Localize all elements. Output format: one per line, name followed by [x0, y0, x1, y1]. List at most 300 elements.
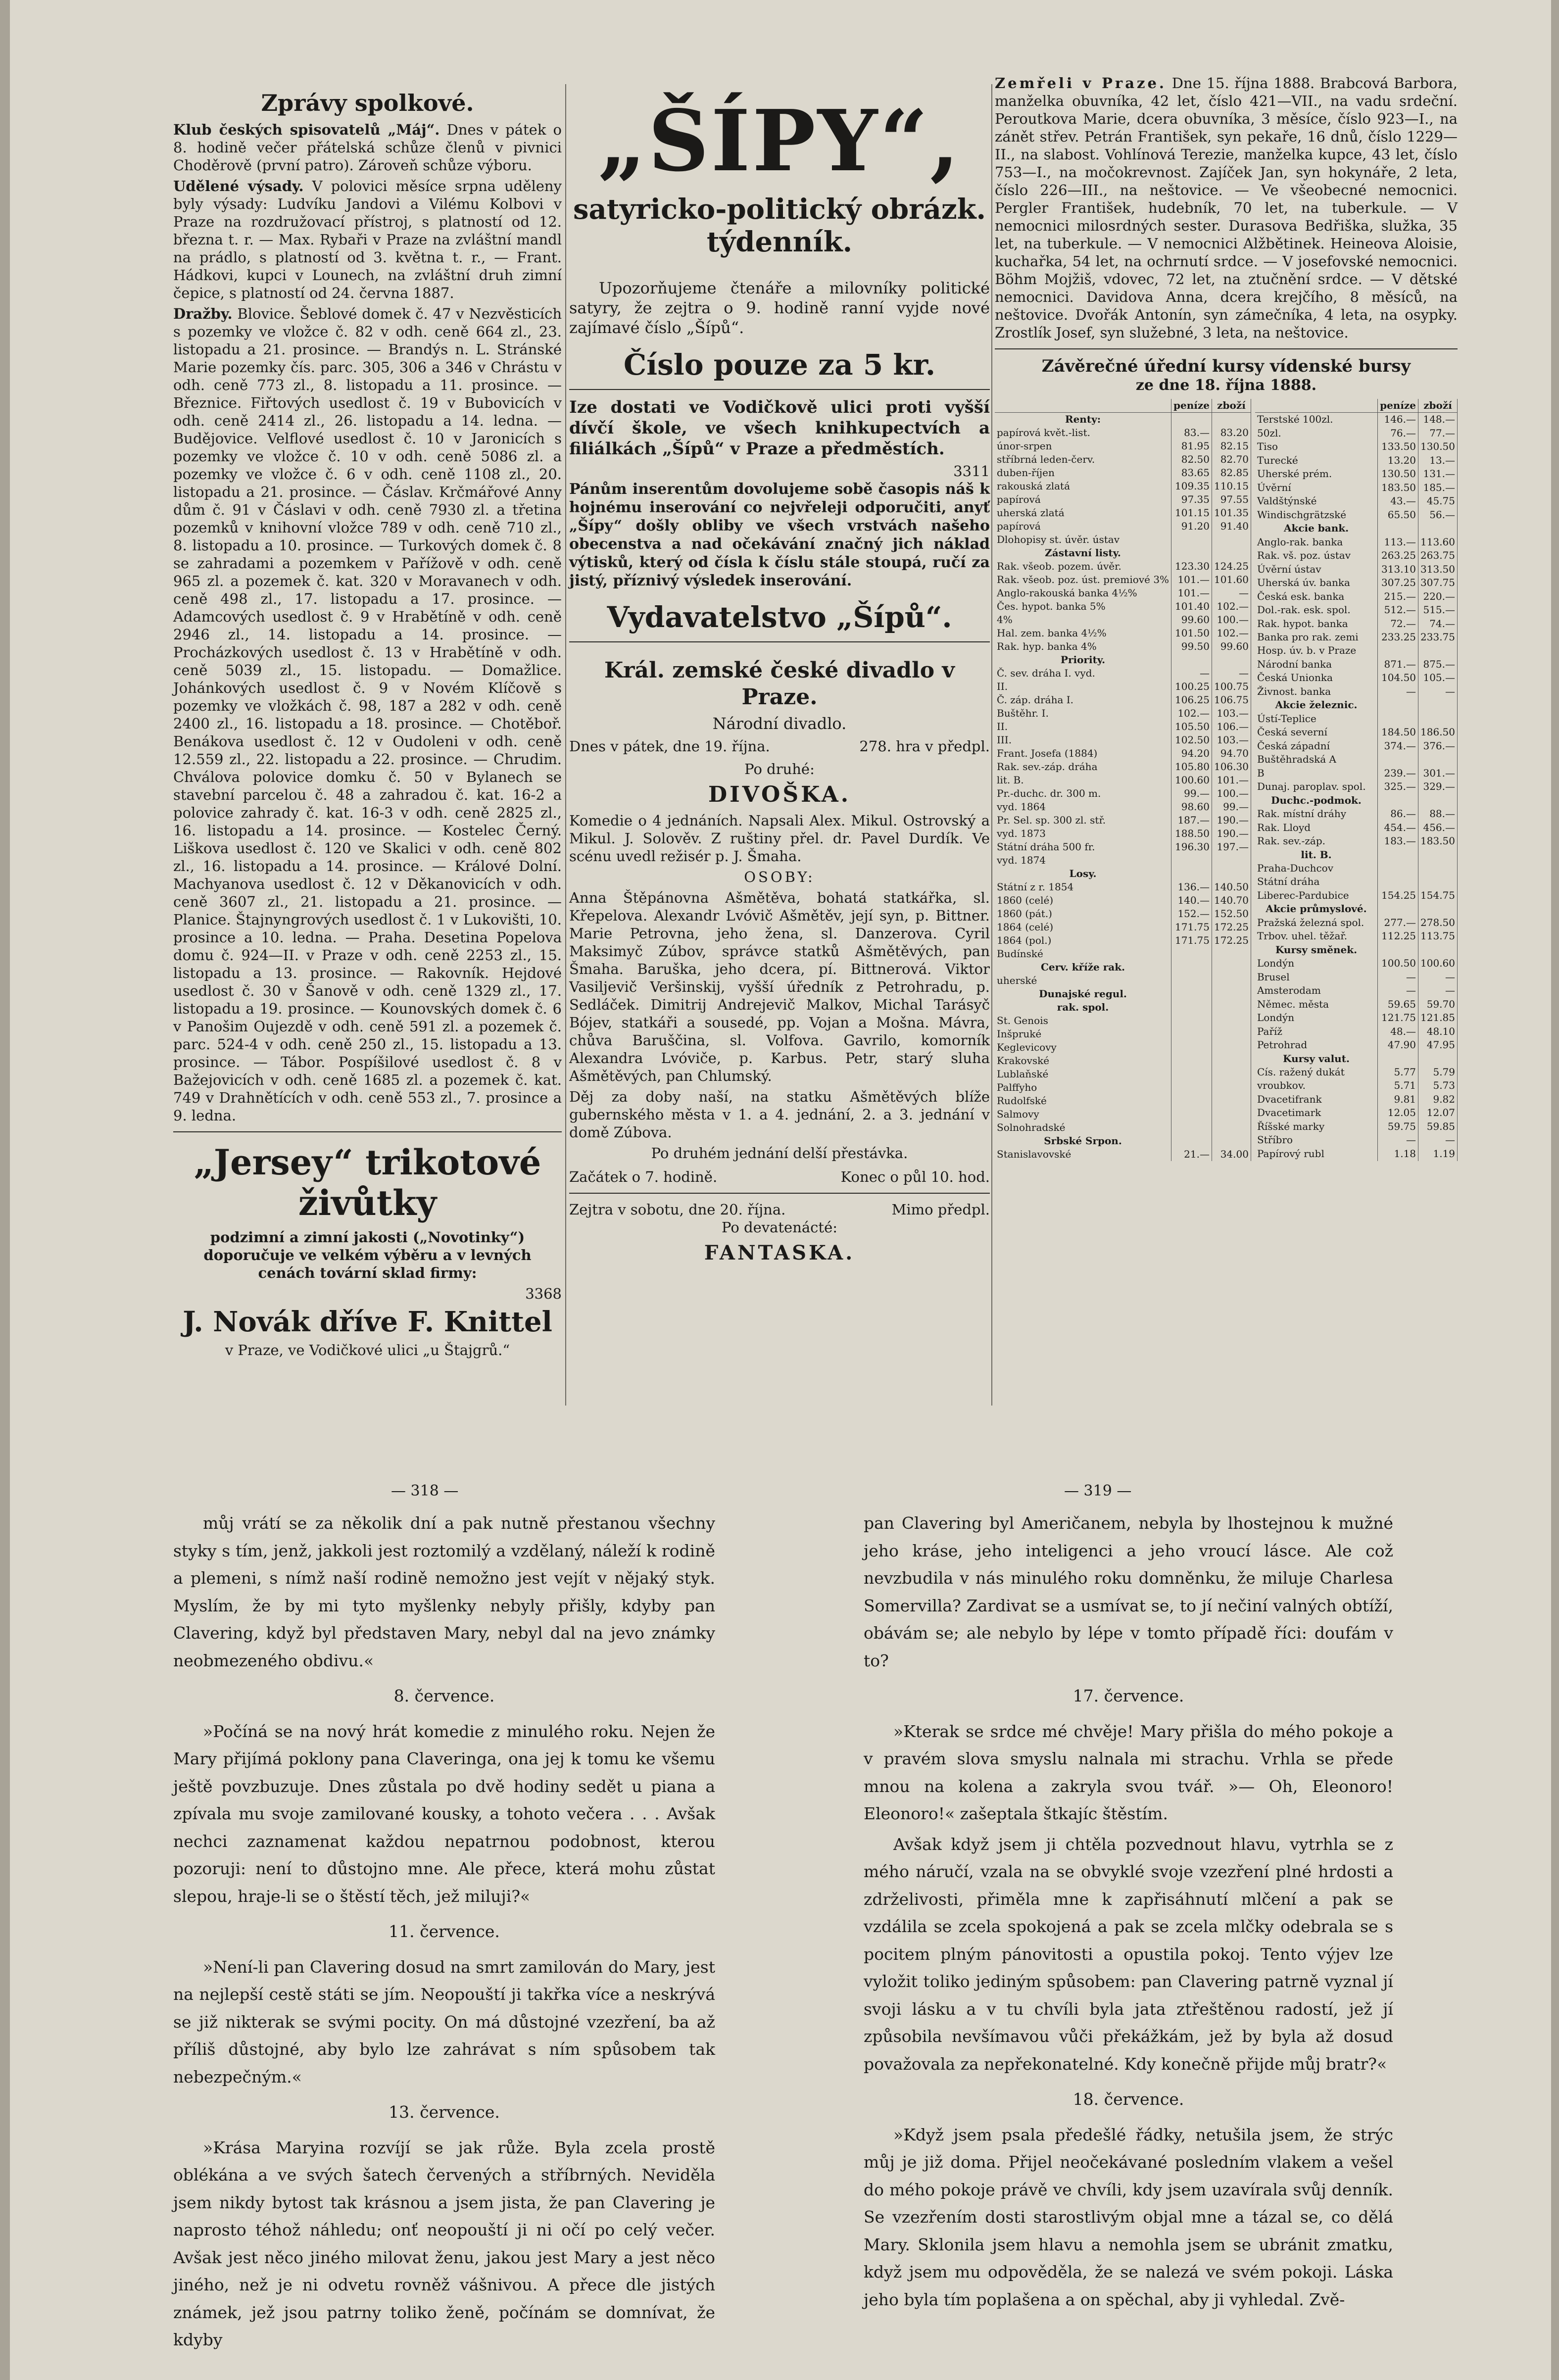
bourse-row [995, 1068, 1251, 1081]
bourse-row [995, 707, 1251, 720]
bourse-cell-money: 171.75 [1171, 921, 1212, 934]
bourse-cell-money: 123.30 [1171, 560, 1212, 573]
bourse-cell-goods [1212, 653, 1251, 667]
column-middle [569, 74, 990, 1269]
ad-jersey-text: podzimní a zimní jakosti („Novotinky“) doporučuje ve velkém výběru a v levných cenách tovární sklad firmy: [203, 1229, 532, 1281]
item-drazby: Blovice. Šeblové domek č. 47 v Nezvěsticích s pozemky ve vložce č. 82 v odh. ceně 664 zl., 23. listopadu a 21. prosince. — Brandýs n. L. Stránské Marie pozemky čís. parc. 305, 306 a 346 v Chrástu v odh. ceně 773 zl., 8. listopadu a 11. prosince. — Březnice. Fiřtových usedlost č. 19 v Bubovicích v odh. ceně 2414 zl., 26. listopadu a 14. ledna. — Budějovice. Velflové usedlost č. 10 v Jaronicích s pozemky ve vložce č. 10 v odh. ceně 5086 zl. a pozemky ve vložce č. 6 v odh. ceně 1108 zl., 20. listopadu a 21. prosince. — Čáslav. Krčmářové Anny dům č. 91 v Čáslavi v odh. ceně 7930 zl. a třetina pozemků v knihovní vložce 789 v odh. ceně 710 zl., 8. listopadu a 10. prosince. — Turkových domek č. 8 se zahradami a pozemkem v Pařížově v odh. ceně 965 zl. a pozemek č. kat. 320 v Moravanech v odh. ceně 498 zl., 17. listopadu a 17. prosince. — Adamcových usedlost č. 9 v Hrabětíně v odh. ceně 2946 zl., 14. listopadu a 14. prosince. — Procházkových usedlost č. 13 v Hrabětíně v odh. ceně 5039 zl., 15. listopadu. — Domažlice. Johánkových usedlost č. 9 v Novém Klíčově s pozemky ve vložkách č. 98, 187 a 282 v odh. ceně 2400 zl., 16. listopadu a 18. prosince. — Chotěboř. Benákova usedlost č. 12 v Oudoleni v odh. ceně 12.559 zl., 22. listopadu a 22. prosince. — Chrudim. Chválova polovice domku č. 50 v Bylanech se stavební parcelou č. 48 a zahradou č. kat. 16-2 a polovice zahrady č. kat. 16-3 v odh. ceně 2825 zl., 16. listopadu a 14. prosince. — Kostelec Černý. Liškova usedlost č. 120 ve Skalici v odh. ceně 802 zl., 16. listopadu a 14. prosince. — Králové Dolní. Machyanova usedlost č. 12 v Děkanovicích v odh. ceně 3607 zl., 21. listopadu a 21. prosince. — Planice. Štajnyngrových usedlost č. 1 v Lukovišti, 10. prosince a 10. ledna. — Praha. Desetina Popelova domu č. 924—II. v Praze v odh. ceně 2253 zl., 15. listopadu a 13. prosince. — Rakovník. Hejdové usedlost č. 30 v Šanově v odh. ceně 1329 zl., 17. listopadu a 19. prosince. — Kounovských domek č. 6 v Panošim Oujezdě v odh. ceně 591 zl. a pozemek č. parc. 524-4 v odh. ceně 250 zl., 15. listopadu a 13. prosince. — Tábor. Pospíšilové usedlost č. 8 v Bažejovicích v odh. ceně 1685 zl. a pozemek č. kat. 749 v Drahnětících v odh. ceně 553 zl., 7. prosince a 9. ledna. [173, 305, 562, 1124]
bourse-cell-money: — [1378, 971, 1418, 984]
paragraph: »Kterak se srdce mé chvěje! Mary přišla do mého pokoje a v pravém slova smyslu nalnala mi strachu. Vrhla se přede mnou na kolena a zakryla svou tvář. »— Oh, Eleonoro! Eleonoro!« zašeptala štkajíc štěstím. [864, 1721, 1393, 1823]
bourse-row [995, 747, 1251, 760]
bourse-cell-goods: 13.— [1418, 454, 1458, 467]
bourse-cell-money: 101.— [1171, 586, 1212, 600]
bourse-cell-name: Státní dráha [1255, 875, 1378, 888]
bourse-row [1255, 834, 1458, 848]
bourse-cell-name: 50zl. [1255, 427, 1378, 440]
header-money: peníze [1378, 399, 1418, 413]
theatre-tomorrow-sub: Mimo předpl. [891, 1201, 990, 1218]
ad-sipy-inserenti: Pánům inserentům dovolujeme sobě časopis náš k hojnému inserování co nejvřeleji odporučiti, anyť „Šípy“ došly obliby ve všech vrstvách našeho obecenstva a nad očekávání značný jich náklad výtisků, který od čísla k číslu stále stoupá, ručí za jistý, příznivý výsledek inserování. [569, 481, 990, 589]
bourse-cell-name: Valdštýnské [1255, 494, 1378, 508]
bourse-cell-goods: 113.60 [1418, 535, 1458, 549]
bourse-cell-name: Stříbro [1255, 1133, 1378, 1147]
bourse-cell-goods [1418, 712, 1458, 726]
theatre-persons: OSOBY: [744, 869, 815, 885]
bourse-row [1255, 698, 1458, 712]
bourse-cell-money: 83.— [1171, 426, 1212, 439]
bourse-cell-goods: — [1212, 667, 1251, 680]
bourse-cell-name: Anglo-rakouská banka 4½% [995, 586, 1171, 600]
bourse-cell-name: Uherské prém. [1255, 467, 1378, 481]
bourse-cell-name: Windischgrätzské [1255, 508, 1378, 522]
bourse-cell-money [1171, 1041, 1212, 1054]
bourse-table-right [1255, 399, 1458, 1161]
bourse-cell-goods: 152.50 [1212, 907, 1251, 921]
bourse-row [995, 573, 1251, 586]
bourse-cell-goods: — [1212, 586, 1251, 600]
bourse-cell-money: 94.20 [1171, 747, 1212, 760]
theatre-second: Po druhé: [744, 761, 815, 777]
bourse-row [1255, 726, 1458, 739]
bourse-row [995, 1108, 1251, 1121]
bourse-row [1255, 535, 1458, 549]
bourse-cell-name: Úvěrní ústav [1255, 563, 1378, 576]
bourse-cell-goods [1212, 1014, 1251, 1027]
bourse-cell-name: Buštěhradská A [1255, 753, 1378, 766]
bourse-cell-money [1171, 1108, 1212, 1121]
bourse-cell-money: — [1378, 984, 1418, 997]
bourse-row [1255, 1038, 1458, 1052]
bourse-row [995, 533, 1251, 546]
bourse-cell-name: Priority. [995, 653, 1171, 667]
bourse-row [995, 1001, 1251, 1014]
bourse-cell-money [1171, 1001, 1212, 1014]
divider [569, 1193, 990, 1194]
bourse-row [995, 987, 1251, 1001]
bourse-row [1255, 943, 1458, 957]
page-edge-left [0, 0, 10, 2380]
paragraph: »Krása Maryina rozvíjí se jak růže. Byla zcela prostě oblékána a ve svých šatech červených a stříbrných. Neviděla jsem nikdy bytost tak krásnou a jsem jista, že pan Clavering je naprosto téhož náhledu; onť neopouští ji ni očí po celý večer. Avšak jest něco jiného milovat ženu, jakou jest Mary a jest něco jiného, než je ni odvetu rovněž vášnivou. A přece dle jistých známek, jež jsou patrny toliko ženě, počínám se domnívat, že kdyby [173, 2137, 715, 2349]
bourse-cell-money: 105.80 [1171, 760, 1212, 774]
bourse-cell-goods [1418, 862, 1458, 875]
bourse-cell-goods: 83.20 [1212, 426, 1251, 439]
bourse-cell-money: 72.— [1378, 617, 1418, 631]
theatre-play-2: FANTASKA. [704, 1241, 855, 1264]
bourse-cell-goods: 1.19 [1418, 1147, 1458, 1161]
bourse-row [995, 466, 1251, 480]
bourse-cell-name: Rak. hyp. banka 4% [995, 640, 1171, 653]
bourse-row [1255, 902, 1458, 916]
bourse-cell-name: uherská zlatá [995, 506, 1171, 520]
bourse-cell-money [1378, 848, 1418, 862]
bourse-cell-money: 133.50 [1378, 440, 1418, 453]
bourse-cell-name: Čes. hypot. banka 5% [995, 600, 1171, 613]
bourse-cell-money [1378, 753, 1418, 766]
bourse-row [1255, 916, 1458, 929]
bourse-cell-goods: 875.— [1418, 658, 1458, 671]
column-rule-2 [991, 84, 992, 1406]
bourse-cell-goods: 130.50 [1418, 440, 1458, 453]
bourse-cell-goods: 121.85 [1418, 1011, 1458, 1024]
divider [569, 389, 990, 390]
bourse-cell-money [1171, 1027, 1212, 1041]
bourse-cell-name: Budínské [995, 947, 1171, 961]
bourse-cell-name: Kursy valut. [1255, 1052, 1378, 1066]
bourse-row [1255, 563, 1458, 576]
bourse-cell-name: St. Genois [995, 1014, 1171, 1027]
bourse-row [1255, 644, 1458, 657]
bourse-cell-name: Dunajské regul. [995, 987, 1171, 1001]
bourse-cell-goods: 99.— [1212, 800, 1251, 814]
bourse-row [995, 774, 1251, 787]
bourse-cell-name: Srbské Srpon. [995, 1134, 1171, 1148]
bourse-cell-name: Banka pro rak. zemi [1255, 631, 1378, 644]
theatre-play: DIVOŠKA. [708, 782, 851, 807]
bourse-row [1255, 427, 1458, 440]
theatre-cast: Anna Štěpánovna Ašmětěva, bohatá statkářka, sl. Křepelova. Alexandr Lvóvič Ašmětěv, její syn, p. Bittner. Marie Petrovna, jeho žena, sl. Danzerova. Cyril Maksimyč Zúbov, správce statků Ašmětěvých, pan Šmaha. Baruška, jeho dcera, pí. Bittnerová. Viktor Vasiljevič Veršinskij, vyšší úředník z Petrohradu, p. Sedláček. Dimitrij Andrejevič Malkov, Michal Tarásyč Bójev, statkáři a sousedé, pp. Vojan a Mošna. Mávra, chůva Baruščina, sl. Volfova. Gavrilo, komorník Alexandra Lvóviče, p. Karbus. Petr, starý sluha Ašmětěvých, pan Chlumský. [569, 889, 990, 1084]
bourse-cell-money: 196.30 [1171, 840, 1212, 854]
column-right [995, 74, 1458, 1161]
bourse-cell-goods [1212, 1134, 1251, 1148]
bourse-cell-money: — [1378, 685, 1418, 698]
bourse-row [1255, 848, 1458, 862]
bourse-cell-money [1171, 1054, 1212, 1068]
bourse-cell-name: Rak. místní dráhy [1255, 807, 1378, 821]
bourse-cell-money: 43.— [1378, 494, 1418, 508]
bourse-cell-goods [1212, 867, 1251, 880]
theatre-subtitle: Národní divadlo. [712, 714, 847, 733]
bourse-cell-name: Státní z r. 1854 [995, 880, 1171, 894]
bourse-row [1255, 767, 1458, 780]
bourse-cell-goods: 47.95 [1418, 1038, 1458, 1052]
bourse-cell-money: 100.50 [1378, 957, 1418, 970]
bourse-cell-money: 102.— [1171, 707, 1212, 720]
bourse-cell-money [1171, 1014, 1212, 1027]
bourse-cell-money: 171.75 [1171, 934, 1212, 947]
bourse-cell-goods: 172.25 [1212, 921, 1251, 934]
item-lead-deaths: Zemřeli v Praze. [995, 75, 1167, 92]
bourse-cell-goods [1212, 1081, 1251, 1094]
bourse-cell-goods: 5.79 [1418, 1066, 1458, 1079]
bourse-cell-goods: 307.75 [1418, 576, 1458, 589]
bourse-cell-name: Cerv. kříže rak. [995, 961, 1171, 974]
theatre-ninth: Po devatenácté: [721, 1219, 838, 1236]
bourse-cell-goods [1418, 1052, 1458, 1066]
bourse-cell-goods [1212, 413, 1251, 427]
bourse-cell-money [1171, 1134, 1212, 1148]
bourse-row [995, 800, 1251, 814]
bourse-cell-goods: 100.75 [1212, 680, 1251, 693]
bourse-cell-name: Živnost. banka [1255, 685, 1378, 698]
page-edge-right [1551, 0, 1559, 2380]
paragraph: pan Clavering byl Američanem, nebyla by lhostejnou k mužné jeho kráse, jeho inteligenci a jeho vroucí lásce. Ale což nevzbudila v nás minulého roku domněnku, že miluje Charlesa Somervilla? Zardivat se a usmívat se, to jí nečiní valných obtíží, obávám se; ale nebylo by lépe v tomto případě říci: doufám v to? [864, 1513, 1393, 1670]
bourse-cell-goods: 82.85 [1212, 466, 1251, 480]
bourse-cell-money: 871.— [1378, 658, 1418, 671]
bourse-cell-name: Česká Unionka [1255, 671, 1378, 684]
ad-sipy-number: 3311 [953, 463, 990, 480]
bourse-cell-goods: 105.— [1418, 671, 1458, 684]
bourse-cell-money: 81.95 [1171, 439, 1212, 453]
bourse-cell-name: Č. záp. dráha I. [995, 693, 1171, 707]
item-deaths: Dne 15. října 1888. Brabcová Barbora, manželka obuvníka, 42 let, číslo 421—VII., na vadu srdeční. Peroutkova Marie, dcera obuvníka, 3 měsíce, číslo 923—I., na zánět střev. Petrán František, syn pekaře, 16 dnů, číslo 1229—II., na slabost. Vohlínová Terezie, manželka kupce, 43 let, číslo 753—I., na močokrevnost. Zajíček Jan, syn hokynáře, 2 leta, číslo 226—III., na neštovice. — Ve všeobecné nemocnici. Pergler František, hudebník, 70 let, na tuberkule. — V nemocnici milosrdných sester. Durasova Bedřiška, služka, 35 let, na tuberkule. — V nemocnici Alžbětinek. Heineova Aloisie, kuchařka, 54 let, na ochrnutí srdce. — V josefovské nemocnici. Böhm Mojžiš, vdovec, 72 let, na ztučnění srdce. — V dětské nemocnici. Davidova Anna, dcera krejčího, 8 měsíců, na neštovice. Dvořák Antonín, syn zámečníka, 4 leta, na osypky. Zrostlík Josef, syn služebné, 3 leta, na neštovice. [995, 75, 1458, 341]
bourse-cell-money: 99.50 [1171, 640, 1212, 653]
bourse-cell-name: Lublaňské [995, 1068, 1171, 1081]
bourse-cell-goods: 5.73 [1418, 1079, 1458, 1092]
bourse-cell-goods: 56.— [1418, 508, 1458, 522]
bourse-cell-money: 9.81 [1378, 1093, 1418, 1106]
bourse-cell-goods: — [1418, 685, 1458, 698]
ad-sipy-where: Ize dostati ve Vodičkově ulici proti vyšší dívčí škole, ve všech knihkupectvích a filiálkách „Šípů“ v Praze a předměstích. [569, 397, 990, 459]
bourse-row [995, 453, 1251, 466]
item-klub: Dnes v pátek o 8. hodině večer přátelská schůze členů v pivnici Choděrově (první patro). Zároveň schůze výboru. [173, 121, 562, 174]
ad-jersey-firm: J. Novák dříve F. Knittel [183, 1306, 552, 1338]
bourse-row [1255, 494, 1458, 508]
bourse-row [995, 480, 1251, 493]
bourse-row [995, 413, 1251, 427]
bourse-cell-money: 83.65 [1171, 466, 1212, 480]
bourse-cell-name: 1860 (pát.) [995, 907, 1171, 921]
bourse-cell-name: Amsterodam [1255, 984, 1378, 997]
bourse-cell-money: 101.— [1171, 573, 1212, 586]
bourse-row [1255, 984, 1458, 997]
page-number-right: — 319 — [1064, 1482, 1132, 1500]
bourse-cell-goods: 140.50 [1212, 880, 1251, 894]
bourse-cell-money: 47.90 [1378, 1038, 1418, 1052]
bourse-row [995, 1094, 1251, 1108]
bourse-cell-money: 183.50 [1378, 481, 1418, 494]
bourse-row [1255, 617, 1458, 631]
diary-date: 17. července. [1072, 1686, 1184, 1705]
ad-jersey-title: „Jersey“ trikotové živůtky [194, 1142, 541, 1223]
bourse-cell-money: 277.— [1378, 916, 1418, 929]
bourse-cell-goods: 110.15 [1212, 480, 1251, 493]
item-lead-drazby: Dražby. [173, 305, 233, 322]
bourse-cell-money: 99.60 [1171, 613, 1212, 627]
bourse-cell-money: 98.60 [1171, 800, 1212, 814]
bourse-row [1255, 875, 1458, 888]
ad-jersey-number: 3368 [525, 1285, 562, 1302]
theatre-performance-number: 278. hra v předpl. [859, 738, 990, 755]
bourse-cell-name: Akcie průmyslové. [1255, 902, 1378, 916]
bourse-cell-goods: 131.— [1418, 467, 1458, 481]
bourse-cell-name: III. [995, 733, 1171, 747]
bourse-cell-money: 5.77 [1378, 1066, 1418, 1079]
bourse-row [995, 546, 1251, 560]
header-goods: zboží [1212, 399, 1251, 413]
bourse-cell-name: II. [995, 680, 1171, 693]
bourse-cell-goods: 77.— [1418, 427, 1458, 440]
bourse-cell-name: B [1255, 767, 1378, 780]
bourse-cell-money: 136.— [1171, 880, 1212, 894]
bourse-row [995, 1041, 1251, 1054]
bourse-cell-name: Pr.-duchc. dr. 300 m. [995, 787, 1171, 800]
bourse-row [995, 921, 1251, 934]
bourse-row [1255, 549, 1458, 562]
bourse-cell-money [1171, 546, 1212, 560]
bourse-cell-goods [1418, 875, 1458, 888]
bourse-cell-money: 374.— [1378, 739, 1418, 753]
bourse-cell-goods: 94.70 [1212, 747, 1251, 760]
bourse-cell-name: Uherská úv. banka [1255, 576, 1378, 589]
bourse-cell-name: lit. B. [995, 774, 1171, 787]
bourse-cell-money: 454.— [1378, 821, 1418, 834]
bourse-cell-goods [1212, 961, 1251, 974]
bourse-cell-money: 183.— [1378, 834, 1418, 848]
bourse-row [1255, 712, 1458, 726]
bourse-cell-goods: 12.07 [1418, 1106, 1458, 1119]
bourse-row [1255, 889, 1458, 902]
bourse-cell-name: Londýn [1255, 957, 1378, 970]
bourse-cell-money: 146.— [1378, 413, 1418, 427]
bourse-row [1255, 1079, 1458, 1092]
bourse-row [995, 600, 1251, 613]
bourse-cell-money [1378, 698, 1418, 712]
header-money: peníze [1171, 399, 1212, 413]
bourse-cell-money [1171, 1068, 1212, 1081]
bourse-row [1255, 413, 1458, 427]
bourse-cell-money: 97.35 [1171, 493, 1212, 506]
bourse-row [995, 894, 1251, 907]
bourse-row [1255, 454, 1458, 467]
bourse-cell-money: 12.05 [1378, 1106, 1418, 1119]
bourse-cell-name: Rak. vš. poz. ústav [1255, 549, 1378, 562]
bourse-cell-name: Stanislavovské [995, 1148, 1171, 1161]
bourse-cell-money [1171, 974, 1212, 987]
bourse-cell-goods: 99.60 [1212, 640, 1251, 653]
bourse-cell-goods: 106.— [1212, 720, 1251, 733]
bourse-row [1255, 590, 1458, 603]
bourse-row [1255, 658, 1458, 671]
bourse-cell-goods [1212, 1094, 1251, 1108]
bourse-cell-goods: 48.10 [1418, 1025, 1458, 1038]
bourse-cell-goods: 140.70 [1212, 894, 1251, 907]
bourse-cell-goods: 9.82 [1418, 1093, 1458, 1106]
bourse-cell-goods [1212, 1027, 1251, 1041]
bourse-cell-goods: 102.— [1212, 627, 1251, 640]
bourse-row [1255, 1052, 1458, 1066]
bourse-cell-name: Turecké [1255, 454, 1378, 467]
bourse-cell-money: 48.— [1378, 1025, 1418, 1038]
bourse-cell-goods: 100.— [1212, 613, 1251, 627]
bourse-cell-goods [1212, 1121, 1251, 1134]
bourse-cell-money: 21.— [1171, 1148, 1212, 1161]
bourse-cell-goods: 82.70 [1212, 453, 1251, 466]
bourse-cell-money: 105.50 [1171, 720, 1212, 733]
bourse-cell-money: 307.25 [1378, 576, 1418, 589]
bourse-tables [995, 399, 1458, 1161]
header-goods: zboží [1418, 399, 1458, 413]
bourse-cell-name: Rak. hypot. banka [1255, 617, 1378, 631]
bourse-cell-money [1171, 854, 1212, 867]
paragraph: »Počíná se na nový hrát komedie z minulého roku. Nejen že Mary přijímá poklony pana Claveringa, ona jej k tomu ke všemu ještě povzbuzuje. Dnes zůstala po dvě hodiny sedět u piana a zpívala mu svoje zamilované kousky, a tohoto večera . . . Avšak nechci zaznamenat každou nepatrnou podobnost, kterou pozoruji: není to důstojno mne. Ale přece, která mohu zůstat slepou, hraje-li se o štěstí těch, jež miluji?« [173, 1721, 715, 1906]
novel-text-right [864, 1509, 1393, 2316]
bourse-cell-money: 59.65 [1378, 998, 1418, 1011]
bourse-row [1255, 1120, 1458, 1133]
bourse-cell-goods: 100.— [1212, 787, 1251, 800]
bourse-row [995, 613, 1251, 627]
bourse-cell-goods [1212, 1068, 1251, 1081]
bourse-cell-goods: 148.— [1418, 413, 1458, 427]
bourse-cell-money: 188.50 [1171, 827, 1212, 840]
bourse-row [995, 1014, 1251, 1027]
bourse-cell-name: Zástavní listy. [995, 546, 1171, 560]
paragraph: Avšak když jsem ji chtěla pozvednout hlavu, vytrhla se z mého náručí, vzala na se obvyklé svoje vzezření plné hrdosti a zdrželivosti, přiměla mne k zapřisáhnutí mlčení a pak se vzdálila se zcela spokojená a pak se zcela mlčky odebrala se s pocitem plným pánovitosti a opustila pokoj. Tento výjev lze vyložit toliko jediným spůsobem: pan Clavering patrně vyznal jí svoji lásku a v tu chvíli byla jata ztřeštěnou radostí, jež jí způsobila nevšímavou vůči překážkám, jež by byla až dosud považovala za nepřekonatelné. Kdy konečně přijde můj bratr?« [864, 1834, 1393, 2074]
bourse-row [1255, 522, 1458, 535]
bourse-cell-name: II. [995, 720, 1171, 733]
bourse-cell-goods: 376.— [1418, 739, 1458, 753]
bourse-row [995, 560, 1251, 573]
bourse-cell-name: Paříž [1255, 1025, 1378, 1038]
bourse-cell-goods: 88.— [1418, 807, 1458, 821]
bourse-cell-name: únor-srpen [995, 439, 1171, 453]
bourse-cell-name: Česká západní [1255, 739, 1378, 753]
bourse-cell-money: 76.— [1378, 427, 1418, 440]
theatre-setting: Děj za doby naší, na statku Ašmětěvých blíže gubernského města v 1. a 4. jednání, 2. a 3. jednání v domě Zúbova. [569, 1088, 990, 1141]
divider [173, 1131, 562, 1132]
bourse-cell-name: Solnohradské [995, 1121, 1171, 1134]
diary-date: 8. července. [393, 1686, 495, 1705]
bourse-cell-name: vroubkov. [1255, 1079, 1378, 1092]
bourse-cell-name: Němec. města [1255, 998, 1378, 1011]
bourse-title: Závěrečné úřední kursy vídenské bursy [1041, 356, 1411, 376]
bourse-cell-money: 86.— [1378, 807, 1418, 821]
bourse-cell-goods: 154.75 [1418, 889, 1458, 902]
bourse-cell-name: uherské [995, 974, 1171, 987]
page-number-left: — 318 — [391, 1482, 459, 1500]
bourse-cell-money: 112.25 [1378, 929, 1418, 943]
bourse-cell-goods: 101.60 [1212, 573, 1251, 586]
item-lead-klub: Klub českých spisovatelů „Máj“. [173, 121, 440, 138]
bourse-row [995, 426, 1251, 439]
theatre-title: Král. zemské české divadlo v Praze. [604, 658, 955, 710]
bourse-row [1255, 1066, 1458, 1079]
divider [569, 641, 990, 642]
bourse-cell-name: Úvěrní [1255, 481, 1378, 494]
bourse-cell-name: Losy. [995, 867, 1171, 880]
bourse-cell-money: 121.75 [1378, 1011, 1418, 1024]
bourse-row [995, 506, 1251, 520]
bourse-cell-name: lit. B. [1255, 848, 1378, 862]
bourse-cell-goods: — [1418, 971, 1458, 984]
bourse-row [995, 653, 1251, 667]
bourse-row [995, 947, 1251, 961]
bourse-row [1255, 862, 1458, 875]
bourse-cell-name: Dvacetimark [1255, 1106, 1378, 1119]
bourse-row [995, 961, 1251, 974]
bourse-cell-goods: 263.75 [1418, 549, 1458, 562]
bourse-row [995, 720, 1251, 733]
bourse-cell-money: 102.50 [1171, 733, 1212, 747]
bourse-cell-name: Ústí-Teplice [1255, 712, 1378, 726]
ad-sipy-title: „ŠÍPY“, [597, 92, 962, 191]
bourse-cell-goods: 106.75 [1212, 693, 1251, 707]
bourse-cell-name: Dlohopisy st. úvěr. ústav [995, 533, 1171, 546]
bourse-cell-name: Č. sev. dráha I. vyd. [995, 667, 1171, 680]
bourse-cell-goods: 329.— [1418, 780, 1458, 793]
bourse-cell-money [1378, 902, 1418, 916]
diary-date: 11. července. [389, 1922, 500, 1941]
bourse-cell-money: 13.20 [1378, 454, 1418, 467]
bourse-row [995, 854, 1251, 867]
bourse-row [1255, 821, 1458, 834]
bourse-cell-money: 109.35 [1171, 480, 1212, 493]
theatre-play-description: Komedie o 4 jednáních. Napsali Alex. Mikul. Ostrovský a Mikul. J. Solověv. Z ruštiny přel. dr. Pavel Durdík. Ve scénu uvedl režisér p. J. Šmaha. [569, 812, 990, 865]
bourse-cell-goods [1212, 1041, 1251, 1054]
bourse-cell-goods [1212, 987, 1251, 1001]
bourse-cell-goods: 74.— [1418, 617, 1458, 631]
bourse-cell-money: 313.10 [1378, 563, 1418, 576]
bourse-cell-name: Národní banka [1255, 658, 1378, 671]
paragraph: »Není-li pan Clavering dosud na smrt zamilován do Mary, jest na nejlepší cestě státi se jím. Neopouští ji takřka více a neskrývá se již nikterak se svými pocity. On má důstojné vzezření, ba až příliš důstojné, aby bylo lze zahrávat s ním spůsobem tak nebezpečným.« [173, 1957, 715, 2087]
bourse-cell-goods: 91.40 [1212, 520, 1251, 533]
